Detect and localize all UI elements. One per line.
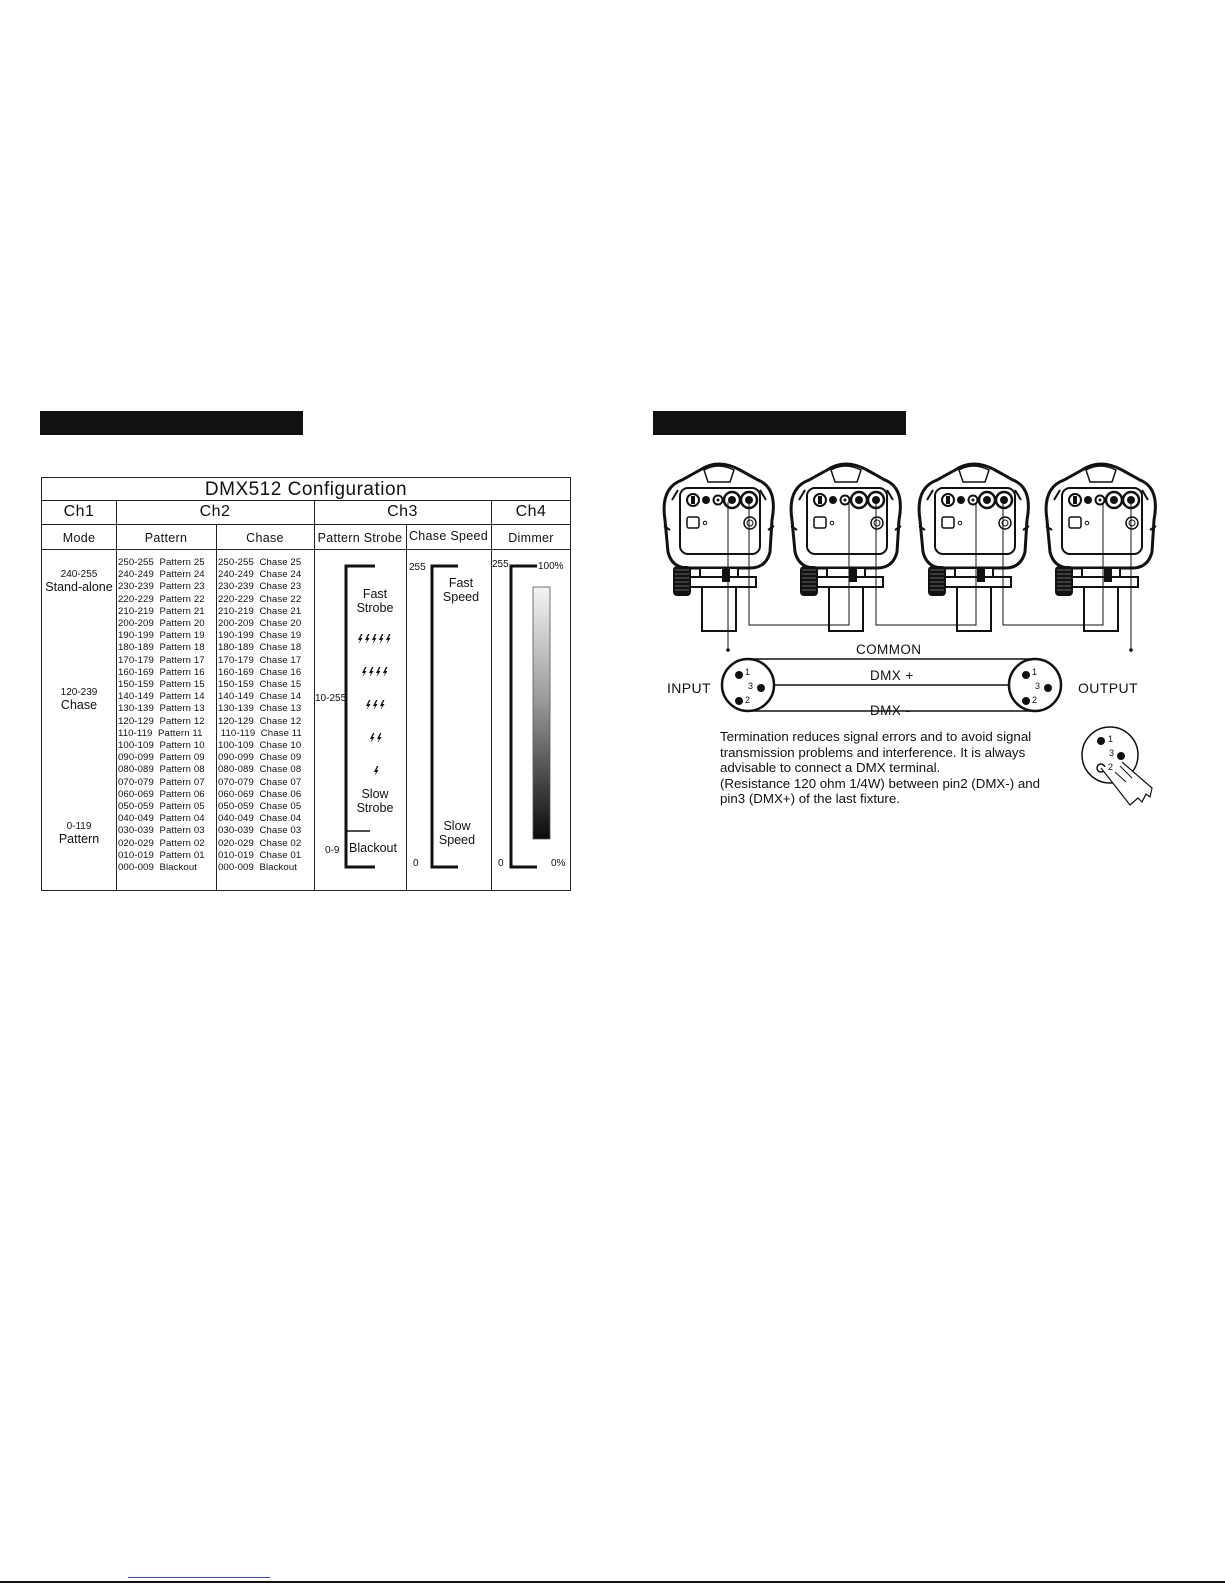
pattern-row: 110-119 Pattern 11: [118, 727, 203, 739]
label-line: Strobe: [356, 601, 394, 615]
chase-row: 010-019 Chase 01: [218, 849, 302, 861]
channel-header-ch3: Ch3: [387, 503, 418, 520]
terminator-pin-2: 2: [1108, 762, 1114, 772]
chase-row: 230-239 Chase 23: [218, 581, 302, 593]
chase-row: 100-109 Chase 10: [218, 740, 302, 752]
pattern-row: 020-029 Pattern 02: [118, 837, 205, 849]
chase-row: 140-149 Chase 14: [218, 691, 302, 703]
pattern-row: 150-159 Pattern 15: [118, 679, 205, 691]
mode-range: 240-255: [60, 569, 98, 580]
dimmer-top-percent: 100%: [538, 561, 564, 572]
input-pin-2: 2: [745, 695, 751, 705]
chase-row: 040-049 Chase 04: [218, 813, 302, 825]
pattern-row: 200-209 Pattern 20: [118, 618, 205, 630]
subheader-dimmer: Dimmer: [508, 531, 554, 545]
fast-strobe-label: [350, 587, 400, 615]
output-label: OUTPUT: [1078, 680, 1138, 696]
label-line: Speed: [438, 833, 476, 847]
subheader-mode: Mode: [62, 531, 96, 545]
label-line: Fast: [448, 576, 474, 590]
mode-pattern: [42, 821, 116, 846]
chase-row: 130-139 Chase 13: [218, 703, 302, 715]
pattern-row: 170-179 Pattern 17: [118, 654, 205, 666]
chase-row: 150-159 Chase 15: [218, 679, 302, 691]
pattern-list: [118, 557, 205, 874]
pattern-row: 050-059 Pattern 05: [118, 801, 205, 813]
chase-row: 250-255 Chase 25: [218, 557, 302, 568]
chase-row: 030-039 Chase 03: [218, 825, 302, 837]
output-pin-3: 3: [1035, 681, 1041, 691]
mode-range: 120-239: [60, 687, 98, 698]
termination-note: [720, 729, 1090, 807]
chase-row: 240-249 Chase 24: [218, 569, 302, 581]
mode-stand-alone: [42, 569, 116, 594]
speed-bottom-value: 0: [413, 858, 419, 869]
dmx-plus-label: DMX +: [870, 668, 914, 683]
chase-row: 110-119 Chase 11: [218, 727, 302, 739]
pattern-row: 180-189 Pattern 18: [118, 642, 205, 654]
terminator-pin-1: 1: [1108, 734, 1114, 744]
pattern-row: 240-249 Pattern 24: [118, 569, 205, 581]
note-line: pin3 (DMX+) of the last fixture.: [720, 791, 900, 807]
divider: [116, 500, 117, 890]
label-line: Speed: [442, 590, 480, 604]
chase-row: 190-199 Chase 19: [218, 630, 302, 642]
pattern-row: 140-149 Pattern 14: [118, 691, 205, 703]
chase-row: 120-129 Chase 12: [218, 715, 302, 727]
pattern-row: 000-009 Blackout: [118, 862, 198, 874]
chase-row: 060-069 Chase 06: [218, 788, 302, 800]
label-line: Strobe: [356, 801, 394, 815]
subheader-chase-speed: Chase Speed: [408, 529, 489, 543]
note-line: (Resistance 120 ohm 1/4W) between pin2 (DMX-) and: [720, 775, 1041, 791]
pattern-row: 060-069 Pattern 06: [118, 788, 205, 800]
dimmer-bracket-graphic: [491, 549, 571, 891]
pattern-row: 090-099 Pattern 09: [118, 752, 205, 764]
pattern-row: 100-109 Pattern 10: [118, 740, 205, 752]
strobe-bolt-icon: [358, 634, 391, 776]
terminator-pin-3: 3: [1109, 748, 1115, 758]
label-line: Slow: [443, 819, 471, 833]
footer-rule: [0, 1581, 1225, 1583]
chase-row: 220-229 Chase 22: [218, 593, 302, 605]
mode-label: Stand-alone: [45, 580, 113, 594]
pattern-row: 010-019 Pattern 01: [118, 849, 205, 861]
subheader-pattern: Pattern: [144, 531, 188, 545]
strobe-range-main: 10-255: [315, 693, 347, 704]
chase-row: 050-059 Chase 05: [218, 801, 302, 813]
section-header-bar-right: [653, 411, 906, 435]
input-pin-3: 3: [748, 681, 754, 691]
pattern-row: 220-229 Pattern 22: [118, 593, 205, 605]
pattern-row: 230-239 Pattern 23: [118, 581, 205, 593]
channel-header-ch4: Ch4: [515, 503, 547, 520]
pattern-row: 070-079 Pattern 07: [118, 776, 205, 788]
mode-label: Pattern: [58, 832, 100, 846]
pattern-row: 190-199 Pattern 19: [118, 630, 205, 642]
pattern-row: 030-039 Pattern 03: [118, 825, 205, 837]
output-pin-2: 2: [1032, 695, 1038, 705]
strobe-range-blackout: 0-9: [325, 845, 340, 856]
mode-chase: [42, 687, 116, 712]
chase-row: 180-189 Chase 18: [218, 642, 302, 654]
fast-speed-label: [438, 576, 484, 604]
chase-row: 170-179 Chase 17: [218, 654, 302, 666]
footer-link-underline: [128, 1577, 270, 1578]
chase-row: 000-009 Blackout: [218, 862, 298, 874]
channel-header-ch2: Ch2: [199, 503, 231, 520]
blackout-label: Blackout: [349, 841, 397, 855]
slow-strobe-label: [350, 787, 400, 815]
table-title: DMX512 Configuration: [204, 479, 408, 500]
slow-speed-label: [434, 819, 480, 847]
divider: [216, 524, 217, 890]
dimmer-bottom-value: 0: [498, 858, 504, 869]
section-header-bar-left: [40, 411, 303, 435]
chase-row: 070-079 Chase 07: [218, 776, 302, 788]
chase-row: 160-169 Chase 16: [218, 666, 302, 678]
note-line: transmission problems and interference. It is always: [720, 744, 1026, 760]
pattern-row: 130-139 Pattern 13: [118, 703, 205, 715]
note-line: Termination reduces signal errors and to avoid signal: [720, 729, 1032, 744]
note-line: advisable to connect a DMX terminal.: [720, 760, 941, 776]
pattern-row: 080-089 Pattern 08: [118, 764, 205, 776]
chase-row: 200-209 Chase 20: [218, 618, 302, 630]
dimmer-bottom-percent: 0%: [551, 858, 566, 869]
subheader-pattern-strobe: Pattern Strobe: [317, 531, 403, 545]
dmx-configuration-table: [41, 477, 571, 891]
output-pin-1: 1: [1032, 667, 1038, 677]
pattern-row: 120-129 Pattern 12: [118, 715, 205, 727]
dmx-minus-label: DMX -: [870, 703, 911, 718]
subheader-chase: Chase: [246, 531, 284, 545]
mode-range: 0-119: [66, 821, 92, 832]
label-line: Slow: [361, 787, 389, 801]
pattern-row: 040-049 Pattern 04: [118, 813, 205, 825]
mode-label: Chase: [60, 698, 98, 712]
channel-header-ch1: Ch1: [63, 503, 95, 520]
input-label: INPUT: [667, 680, 711, 696]
dimmer-top-value: 255: [492, 559, 509, 570]
input-pin-1: 1: [745, 667, 751, 677]
chase-list: [218, 557, 302, 874]
pattern-row: 250-255 Pattern 25: [118, 557, 205, 568]
chase-row: 020-029 Chase 02: [218, 837, 302, 849]
label-line: Fast: [362, 587, 388, 601]
chase-row: 090-099 Chase 09: [218, 752, 302, 764]
speed-top-value: 255: [409, 562, 426, 573]
pattern-row: 160-169 Pattern 16: [118, 666, 205, 678]
common-label: COMMON: [856, 642, 922, 657]
chase-row: 080-089 Chase 08: [218, 764, 302, 776]
chase-row: 210-219 Chase 21: [218, 605, 302, 617]
pattern-row: 210-219 Pattern 21: [118, 605, 205, 617]
